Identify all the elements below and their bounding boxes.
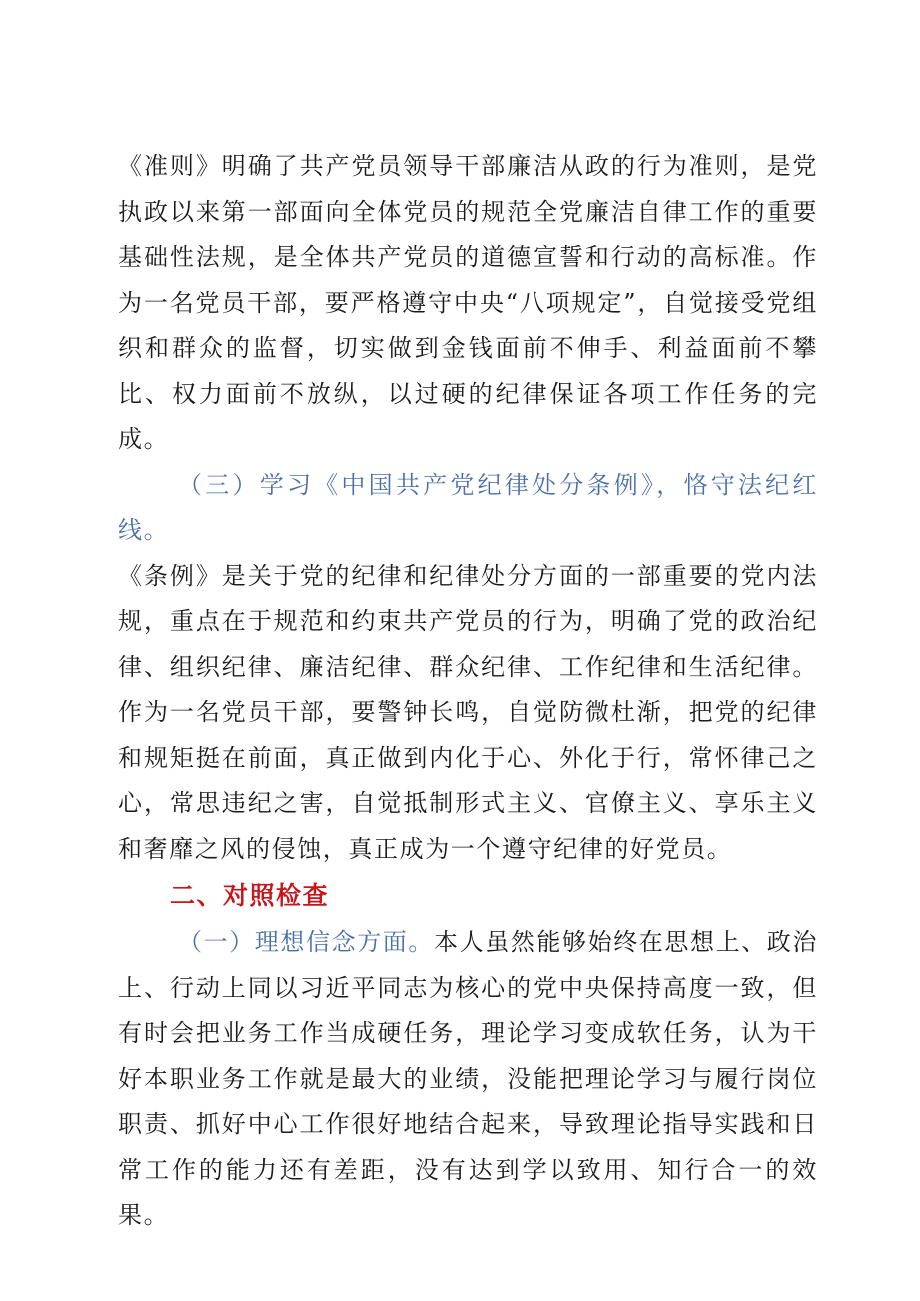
paragraph-disciplinary-regulations: 《条例》是关于党的纪律和纪律处分方面的一部重要的党内法规，重点在于规范和约束共产党员的行为，明确了党的政治纪律、组织纪律、廉洁纪律、群众纪律、工作纪律和生活纪律。作为一名党员干部，要警钟长鸣，自觉防微杜渐，把党的纪律和规矩挺在前面，真正做到内化于心、外化于行，常怀律己之心，常思违纪之害，自觉抵制形式主义、官僚主义、享乐主义和奢靡之风的侵蚀，真正成为一个遵守纪律的好党员。 (118, 561, 818, 863)
paragraph-ideals-and-beliefs (118, 920, 818, 1239)
paragraph-code-of-conduct: 《准则》明确了共产党员领导干部廉洁从政的行为准则，是党执政以来第一部面向全体党员的规范全党廉洁自律工作的重要基础性法规，是全体共产党员的道德宣誓和行动的高标准。作为一名党员干部，要严格遵守中央“八项规定”，自觉接受党组织和群众的监督，切实做到金钱面前不伸手、利益面前不攀比、权力面前不放纵，以过硬的纪律保证各项工作任务的完成。 (118, 152, 818, 453)
document-body (118, 144, 818, 1239)
check-item-label: （一）理想信念方面。 (178, 928, 434, 956)
section-heading-self-check: 二、对照检查 (170, 881, 330, 910)
subheading-disciplinary-regulations: （三）学习《中国共产党纪律处分条例》，恪守法纪红线。 (118, 470, 818, 544)
check-item-text: 本人虽然能够始终在思想上、政治上、行动上同以习近平同志为核心的党中央保持高度一致，但有时会把业务工作当成硬任务，理论学习变成软任务，认为干好本职业务工作就是最大的业绩，没能把理论学习与履行岗位职责、抓好中心工作很好地结合起来，导致理论指导实践和日常工作的能力还有差距，没有达到学以致用、知行合一的效果。 (118, 928, 818, 1229)
